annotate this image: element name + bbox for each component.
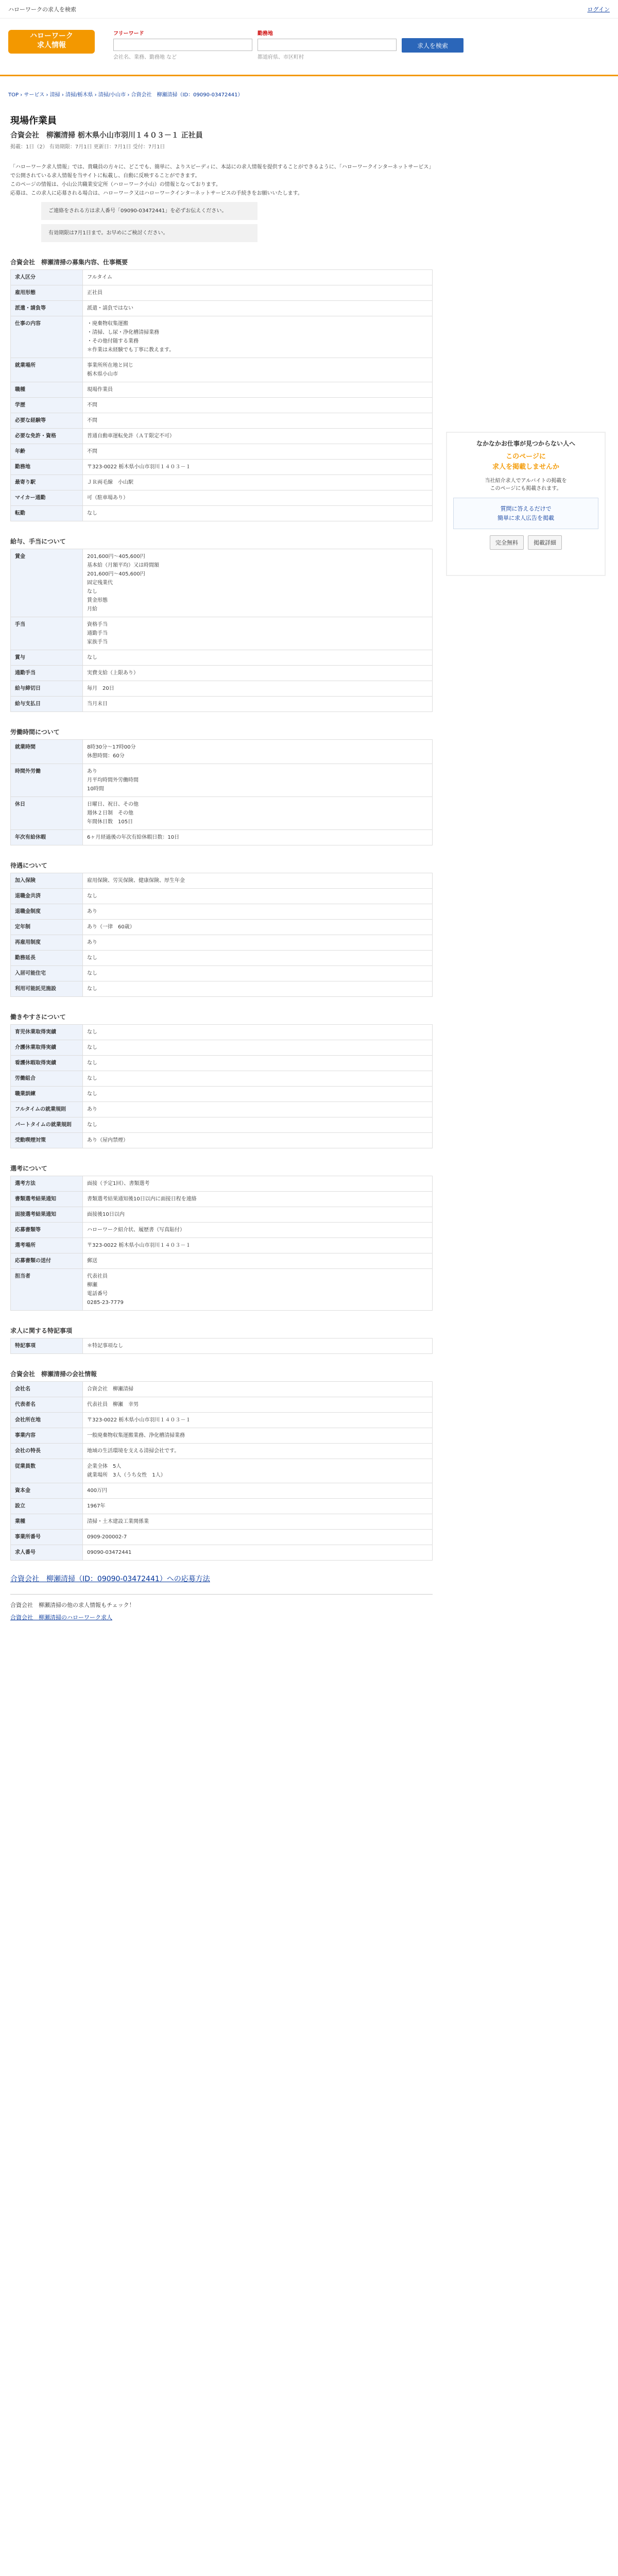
row-value: 派遣・請負ではない — [83, 301, 433, 316]
section-title: 待遇について — [10, 862, 47, 869]
main-content — [10, 113, 433, 1621]
side-ad — [446, 432, 606, 576]
table-row — [11, 889, 433, 904]
table-row — [11, 1087, 433, 1102]
header — [0, 19, 618, 76]
section-title: 働きやすさについて — [10, 1013, 66, 1021]
row-value: 資格手当 通勤手当 家族手当 — [83, 617, 433, 650]
row-value: 不問 — [83, 413, 433, 429]
free-placeholder: 会社名、業務、勤務地 など — [113, 55, 177, 60]
table-row — [11, 650, 433, 666]
row-key: 利用可能託児施設 — [11, 981, 83, 997]
row-key: 会社所在地 — [11, 1413, 83, 1428]
row-key: 最寄り駅 — [11, 475, 83, 490]
row-key: 勤務地 — [11, 460, 83, 475]
row-key: 業種 — [11, 1514, 83, 1530]
top-bar — [0, 0, 618, 19]
table-row — [11, 617, 433, 650]
detail-table — [10, 1381, 433, 1561]
row-key: 給与支払日 — [11, 697, 83, 712]
table-row — [11, 1025, 433, 1040]
section-title: 求人に関する特記事項 — [10, 1327, 73, 1334]
row-value: なし — [83, 951, 433, 966]
row-key: 転勤 — [11, 506, 83, 521]
row-value: 面接後10日以内 — [83, 1207, 433, 1223]
table-row — [11, 740, 433, 764]
row-value: 実費支給（上限あり） — [83, 666, 433, 681]
section-title: 合資会社 柳瀬清掃の募集内容、仕事概要 — [10, 259, 128, 266]
table-row — [11, 797, 433, 830]
row-key: 賞与 — [11, 650, 83, 666]
other-link[interactable]: 合資会社 柳瀬清掃のハローワーク求人 — [10, 1614, 112, 1621]
search-button[interactable]: 求人を検索 — [402, 38, 464, 53]
row-key: 派遣・請負等 — [11, 301, 83, 316]
table-row — [11, 1176, 433, 1192]
loc-label: 勤務地 — [258, 31, 273, 37]
detail-button[interactable]: 掲載詳細 — [528, 535, 562, 550]
table-row — [11, 1133, 433, 1148]
table-row — [11, 506, 433, 521]
row-key: 選考方法 — [11, 1176, 83, 1192]
row-key: 特記事項 — [11, 1338, 83, 1354]
side-banner: このページに 求人を掲載しませんか — [492, 453, 559, 471]
logo-line2: 求人情報 — [37, 41, 66, 49]
row-key: 看護休暇取得実績 — [11, 1056, 83, 1071]
logo-line1: ハローワーク — [30, 32, 73, 40]
table-row — [11, 1413, 433, 1428]
row-value: なし — [83, 1071, 433, 1087]
row-value: 地域の生活環境を支える清掃会社です。 — [83, 1444, 433, 1459]
row-key: 事業所番号 — [11, 1530, 83, 1545]
table-row — [11, 935, 433, 951]
row-key: 面接選考結果通知 — [11, 1207, 83, 1223]
row-value: ＪＲ両毛線 小山駅 — [83, 475, 433, 490]
row-key: 手当 — [11, 617, 83, 650]
row-key: 通勤手当 — [11, 666, 83, 681]
logo[interactable] — [8, 30, 95, 54]
row-key: 選考場所 — [11, 1238, 83, 1253]
row-key: フルタイムの就業規則 — [11, 1102, 83, 1117]
table-row — [11, 1056, 433, 1071]
row-key: 従業員数 — [11, 1459, 83, 1483]
row-key: 学歴 — [11, 398, 83, 413]
row-value: フルタイム — [83, 270, 433, 285]
side-buttons — [453, 535, 598, 550]
table-row — [11, 358, 433, 382]
breadcrumb[interactable]: TOP › サービス › 清掃 › 清掃/栃木県 › 清掃/小山市 › 合資会社 柳瀬清掃（ID：09090-03472441） — [8, 92, 243, 98]
apply-link[interactable]: 合資会社 柳瀬清掃（ID：09090-03472441）への応募方法 — [10, 1575, 210, 1583]
row-key: パートタイムの就業規則 — [11, 1117, 83, 1133]
row-value: 〒323-0022 栃木県小山市羽川１４０３－１ — [83, 460, 433, 475]
login-link[interactable]: ログイン — [587, 6, 610, 13]
row-value: 郵送 — [83, 1253, 433, 1269]
row-key: 給与締切日 — [11, 681, 83, 697]
table-row — [11, 1499, 433, 1514]
row-key: 必要な経験等 — [11, 413, 83, 429]
table-row — [11, 830, 433, 845]
row-value: 企業全体 5人 就業場所 3人（うち女性 1人） — [83, 1459, 433, 1483]
row-key: 年齢 — [11, 444, 83, 460]
loc-placeholder: 都道府県、市区町村 — [258, 55, 304, 60]
side-title: なかなかお仕事が見つからない人へ — [476, 440, 575, 447]
row-value: 1967年 — [83, 1499, 433, 1514]
detail-table — [10, 1024, 433, 1148]
row-key: 必要な免許・資格 — [11, 429, 83, 444]
table-row — [11, 316, 433, 358]
row-key: 資本金 — [11, 1483, 83, 1499]
related-link-wrap — [10, 1573, 433, 1584]
row-value: 現場作業員 — [83, 382, 433, 398]
row-key: 会社の特長 — [11, 1444, 83, 1459]
table-row — [11, 1382, 433, 1397]
table-row — [11, 873, 433, 889]
row-key: 就業場所 — [11, 358, 83, 382]
row-value: 8時30分〜17時00分 休憩時間：60分 — [83, 740, 433, 764]
row-key: 応募書類等 — [11, 1223, 83, 1238]
row-value: 正社員 — [83, 285, 433, 301]
row-key: 求人番号 — [11, 1545, 83, 1561]
row-value: なし — [83, 650, 433, 666]
row-key: 職業訓練 — [11, 1087, 83, 1102]
row-value: 不問 — [83, 444, 433, 460]
row-key: 勤務延長 — [11, 951, 83, 966]
detail-table — [10, 1338, 433, 1354]
row-value: なし — [83, 889, 433, 904]
row-key: 仕事の内容 — [11, 316, 83, 358]
row-key: 退職金制度 — [11, 904, 83, 920]
table-row — [11, 981, 433, 997]
row-value: なし — [83, 966, 433, 981]
row-key: 設立 — [11, 1499, 83, 1514]
table-row — [11, 1269, 433, 1311]
row-value: あり（屋内禁煙） — [83, 1133, 433, 1148]
table-row — [11, 285, 433, 301]
row-key: 介護休業取得実績 — [11, 1040, 83, 1056]
row-value: 当月末日 — [83, 697, 433, 712]
free-label: フリーワード — [113, 31, 144, 37]
row-key: 就業時間 — [11, 740, 83, 764]
row-value: なし — [83, 1117, 433, 1133]
row-key: 求人区分 — [11, 270, 83, 285]
table-row — [11, 549, 433, 617]
table-row — [11, 1040, 433, 1056]
table-row — [11, 1117, 433, 1133]
row-value: あり（一律 60歳） — [83, 920, 433, 935]
loc-input[interactable] — [258, 39, 397, 51]
intro-text: 「ハローワーク求人情報」では、貴職員の方々に、どこでも、簡単に、よりスピーディに、本誌にの求人情報を提供することができるように、「ハローワークインターネットサービス」で公開されている求人情報を当サイトに転載し、自動に反映することができます。 このページの情報は、小山公共職業安定所（ハローワーク小山）の情報となっております。 応募は、この求人に応募される場合は、ハローワーク又はハローワークインターネットサービスの手続きをお願いいたします。 — [10, 164, 432, 196]
row-key: 書類選考結果通知 — [11, 1192, 83, 1207]
table-row — [11, 398, 433, 413]
table-row — [11, 1397, 433, 1413]
row-value: 普通自動車運転免許（ＡＴ限定不可） — [83, 429, 433, 444]
row-value: 代表社員 柳瀬 電話番号 0285-23-7779 — [83, 1269, 433, 1311]
section-title: 選考について — [10, 1165, 47, 1172]
row-value: 書類選考結果通知後10日以内に面接日程を連絡 — [83, 1192, 433, 1207]
row-value: なし — [83, 1040, 433, 1056]
table-row — [11, 1444, 433, 1459]
table-row — [11, 490, 433, 506]
notice-box — [41, 202, 258, 220]
row-value: 合資会社 柳瀬清掃 — [83, 1382, 433, 1397]
row-value: 代表社員 柳瀬 幸男 — [83, 1397, 433, 1413]
row-value: 一般廃棄物収集運搬業務、浄化槽清掃業務 — [83, 1428, 433, 1444]
row-key: 退職金共済 — [11, 889, 83, 904]
table-row — [11, 904, 433, 920]
table-row — [11, 444, 433, 460]
table-row — [11, 1192, 433, 1207]
row-value: 〒323-0022 栃木県小山市羽川１４０３－１ — [83, 1238, 433, 1253]
row-value: なし — [83, 506, 433, 521]
section-title: 労働時間について — [10, 728, 60, 736]
table-row — [11, 951, 433, 966]
header-search — [113, 29, 464, 60]
row-value: 面接（予定1回）、書類選考 — [83, 1176, 433, 1192]
row-key: 職種 — [11, 382, 83, 398]
side-desc: 当社紹介求人でアルバイトの掲載を このページにも掲載されます。 — [485, 478, 567, 492]
row-key: 賃金 — [11, 549, 83, 617]
row-key: 雇用形態 — [11, 285, 83, 301]
section-title: 合資会社 柳瀬清掃の会社情報 — [10, 1370, 97, 1378]
row-value: あり — [83, 1102, 433, 1117]
detail-sections — [10, 258, 433, 1561]
row-key: 加入保険 — [11, 873, 83, 889]
job-title: 現場作業員 — [10, 115, 57, 126]
free-field — [113, 29, 252, 60]
table-row — [11, 1223, 433, 1238]
row-key: 再雇用制度 — [11, 935, 83, 951]
table-row — [11, 1238, 433, 1253]
row-key: 事業内容 — [11, 1428, 83, 1444]
notice-id: ご連絡をされる方は求人番号「09090-03472441」を必ずお伝えください。 — [48, 208, 227, 214]
other-block — [10, 1594, 433, 1621]
table-row — [11, 1253, 433, 1269]
row-key: 年次有給休暇 — [11, 830, 83, 845]
site-name: ハローワークの求人を検索 — [8, 6, 76, 13]
row-key: 休日 — [11, 797, 83, 830]
table-row — [11, 1428, 433, 1444]
company-title: 合資会社 柳瀬清掃 栃木県小山市羽川１４０３－１ 正社員 — [10, 131, 203, 140]
table-row — [11, 1545, 433, 1561]
row-value: あり — [83, 935, 433, 951]
row-value: 清掃・土木建設工業関係業 — [83, 1514, 433, 1530]
detail-table — [10, 873, 433, 997]
row-value: 不問 — [83, 398, 433, 413]
table-row — [11, 301, 433, 316]
side-link[interactable]: 質問に答えるだけで 簡単に求人広告を掲載 — [453, 498, 598, 529]
loc-field — [258, 29, 397, 60]
table-row — [11, 1207, 433, 1223]
row-key: マイカー通勤 — [11, 490, 83, 506]
notice-expire: 有効期限は7月1日まで。お早めにご検討ください。 — [48, 230, 168, 236]
row-key: 入居可能住宅 — [11, 966, 83, 981]
row-value: 09090-03472441 — [83, 1545, 433, 1561]
row-key: 代表者名 — [11, 1397, 83, 1413]
row-key: 育児休業取得実績 — [11, 1025, 83, 1040]
row-value: ・廃棄物収集運搬 ・清掃、し尿・浄化槽清掃業務 ・その他付随する業務 ＊作業は未経験でも丁寧に教えます。 — [83, 316, 433, 358]
row-value: あり — [83, 904, 433, 920]
row-value: 事業所所在地と同じ 栃木県小山市 — [83, 358, 433, 382]
detail-table — [10, 1176, 433, 1311]
row-key: 応募書類の送付 — [11, 1253, 83, 1269]
table-row — [11, 920, 433, 935]
row-key: 担当者 — [11, 1269, 83, 1311]
row-key: 会社名 — [11, 1382, 83, 1397]
table-row — [11, 681, 433, 697]
row-value: なし — [83, 981, 433, 997]
table-row — [11, 966, 433, 981]
table-row — [11, 1483, 433, 1499]
row-value: なし — [83, 1025, 433, 1040]
table-row — [11, 764, 433, 797]
row-value: ＊特記事項なし — [83, 1338, 433, 1354]
table-row — [11, 475, 433, 490]
row-value: 可（駐車場あり） — [83, 490, 433, 506]
row-value: なし — [83, 1087, 433, 1102]
row-value: 〒323-0022 栃木県小山市羽川１４０３－１ — [83, 1413, 433, 1428]
row-value: ハローワーク紹介状、履歴書（写真貼付） — [83, 1223, 433, 1238]
row-value: 毎月 20日 — [83, 681, 433, 697]
table-row — [11, 1459, 433, 1483]
row-value: なし — [83, 1056, 433, 1071]
expire-box — [41, 224, 258, 242]
row-key: 時間外労働 — [11, 764, 83, 797]
table-row — [11, 382, 433, 398]
free-button[interactable]: 完全無料 — [490, 535, 524, 550]
row-value: 201,600円〜405,600円 基本給（月額平均）又は時間額 201,600円〜405,600円 固定残業代 なし 賃金形態 月給 — [83, 549, 433, 617]
table-row — [11, 1338, 433, 1354]
row-value: あり 月平均時間外労働時間 10時間 — [83, 764, 433, 797]
row-key: 労働組合 — [11, 1071, 83, 1087]
table-row — [11, 1514, 433, 1530]
row-value: 0909-200002-7 — [83, 1530, 433, 1545]
detail-table — [10, 269, 433, 521]
detail-table — [10, 549, 433, 712]
row-key: 受動喫煙対策 — [11, 1133, 83, 1148]
other-caption: 合資会社 柳瀬清掃の他の求人情報もチェック！ — [10, 1602, 135, 1608]
table-row — [11, 460, 433, 475]
table-row — [11, 1530, 433, 1545]
table-row — [11, 429, 433, 444]
section-title: 給与、手当について — [10, 538, 66, 545]
table-row — [11, 697, 433, 712]
row-value: 6ヶ月経過後の年次有給休暇日数：10日 — [83, 830, 433, 845]
table-row — [11, 413, 433, 429]
job-meta: 掲載：1日（2） 有効期限：7月1日 更新日：7月1日 受付：7月1日 — [10, 144, 165, 150]
row-value: 雇用保険、労災保険、健康保険、厚生年金 — [83, 873, 433, 889]
row-value: 日曜日、祝日、その他 週休２日制 その他 年間休日数 105日 — [83, 797, 433, 830]
table-row — [11, 666, 433, 681]
free-input[interactable] — [113, 39, 252, 51]
detail-table — [10, 739, 433, 845]
row-key: 定年制 — [11, 920, 83, 935]
row-value: 400万円 — [83, 1483, 433, 1499]
table-row — [11, 1102, 433, 1117]
table-row — [11, 270, 433, 285]
table-row — [11, 1071, 433, 1087]
